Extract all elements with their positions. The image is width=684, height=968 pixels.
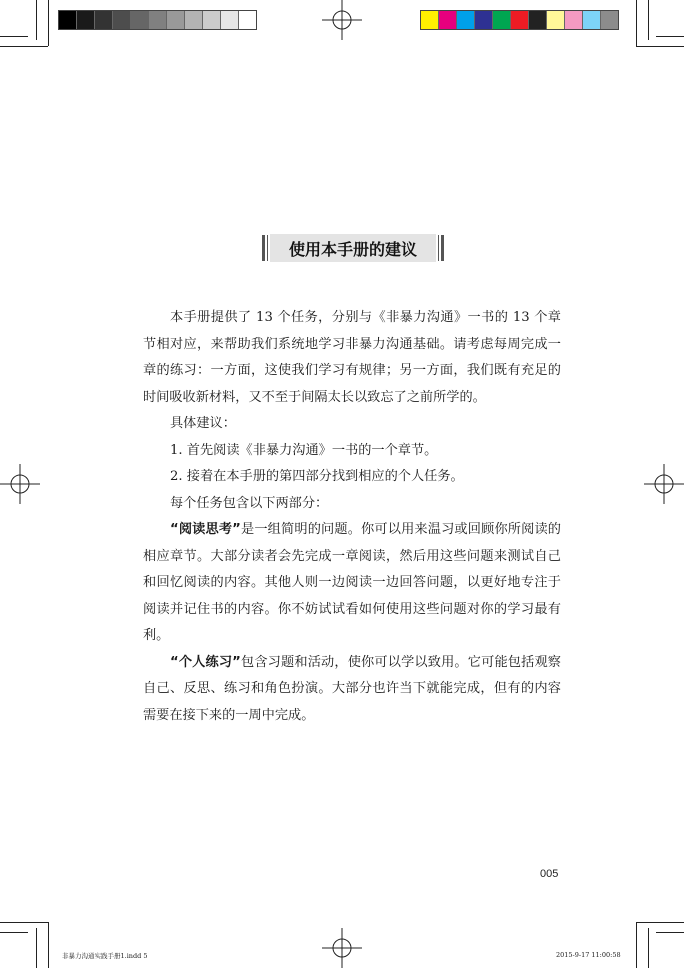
color-swatch — [493, 11, 511, 29]
list-item: 2. 接着在本手册的第四部分找到相应的个人任务。 — [170, 469, 464, 484]
color-swatch — [95, 11, 113, 29]
color-swatch — [203, 11, 221, 29]
color-swatch — [239, 11, 256, 29]
crop-mark — [0, 932, 28, 933]
paragraph: 本手册提供了 13 个任务，分别与《非暴力沟通》一书的 13 个章节相对应，来帮助我们系统地学习非暴力沟通基础。请考虑每周完成一章的练习：一方面，这使我们学习有规律；另一方面，我们既有充足的时间吸收新材料，又不至于间隔太长以致忘了之前所学的。 — [143, 310, 561, 405]
grayscale-bar — [58, 10, 257, 30]
crop-mark — [36, 928, 37, 968]
color-swatch — [59, 11, 77, 29]
crop-mark — [48, 0, 49, 46]
color-swatch — [565, 11, 583, 29]
paragraph — [143, 650, 561, 730]
color-swatch — [439, 11, 457, 29]
paragraph: 每个任务包含以下两部分： — [170, 495, 329, 511]
crop-mark — [656, 36, 684, 37]
color-swatch — [421, 11, 439, 29]
crop-mark — [648, 928, 649, 968]
color-swatch — [167, 11, 185, 29]
color-swatch — [547, 11, 565, 29]
paragraph — [143, 517, 561, 650]
footer-timestamp: 2015-9-17 11:00:58 — [556, 951, 621, 959]
color-swatch — [131, 11, 149, 29]
crop-mark — [636, 922, 637, 968]
crop-mark — [0, 36, 28, 37]
color-swatch — [583, 11, 601, 29]
crop-mark — [36, 0, 37, 40]
crop-mark — [636, 922, 684, 923]
color-swatch — [113, 11, 131, 29]
page-title: 使用本手册的建议 — [270, 234, 436, 262]
title-rule — [441, 235, 444, 261]
list-item: 1. 首先阅读《非暴力沟通》一书的一个章节。 — [170, 442, 438, 458]
paragraph-text: 是一组简明的问题。你可以用来温习或回顾你所阅读的相应章节。大部分读者会先完成一章阅读，然后用这些问题来测试自己和回忆阅读的内容。其他人则一边阅读一边回答问题，以更好地专注于阅读并记住书的内容。你不妨试试看如何使用这些问题对你的学习最有利。 — [143, 522, 561, 643]
registration-mark-icon — [0, 464, 40, 504]
registration-mark-icon — [322, 0, 362, 40]
term-practice: “个人练习” — [170, 654, 241, 670]
title-rule — [438, 235, 439, 261]
color-swatch — [149, 11, 167, 29]
crop-mark — [0, 46, 48, 47]
color-swatch — [221, 11, 239, 29]
crop-mark — [636, 46, 684, 47]
registration-mark-icon — [644, 464, 684, 504]
color-swatch — [457, 11, 475, 29]
color-bar — [420, 10, 619, 30]
color-swatch — [475, 11, 493, 29]
section-title-box — [262, 234, 444, 262]
crop-mark — [636, 0, 637, 46]
body-text — [143, 305, 561, 729]
paragraph-text: 包含习题和活动，使你可以学以致用。它可能包括观察自己、反思、练习和角色扮演。大部分也许当下就能完成，但有的内容需要在接下来的一周中完成。 — [143, 654, 561, 723]
color-swatch — [529, 11, 547, 29]
crop-mark — [0, 922, 48, 923]
page-number: 005 — [540, 868, 559, 880]
color-swatch — [511, 11, 529, 29]
crop-mark — [656, 932, 684, 933]
color-swatch — [601, 11, 618, 29]
color-swatch — [185, 11, 203, 29]
title-rule — [267, 235, 268, 261]
registration-mark-icon — [322, 928, 362, 968]
crop-mark — [48, 922, 49, 968]
paragraph: 具体建议： — [170, 416, 236, 431]
title-rule — [262, 235, 265, 261]
color-swatch — [77, 11, 95, 29]
crop-mark — [648, 0, 649, 40]
term-reading: “阅读思考” — [170, 522, 241, 537]
footer-filename: 非暴力沟通实践手册1.indd 5 — [62, 952, 148, 960]
